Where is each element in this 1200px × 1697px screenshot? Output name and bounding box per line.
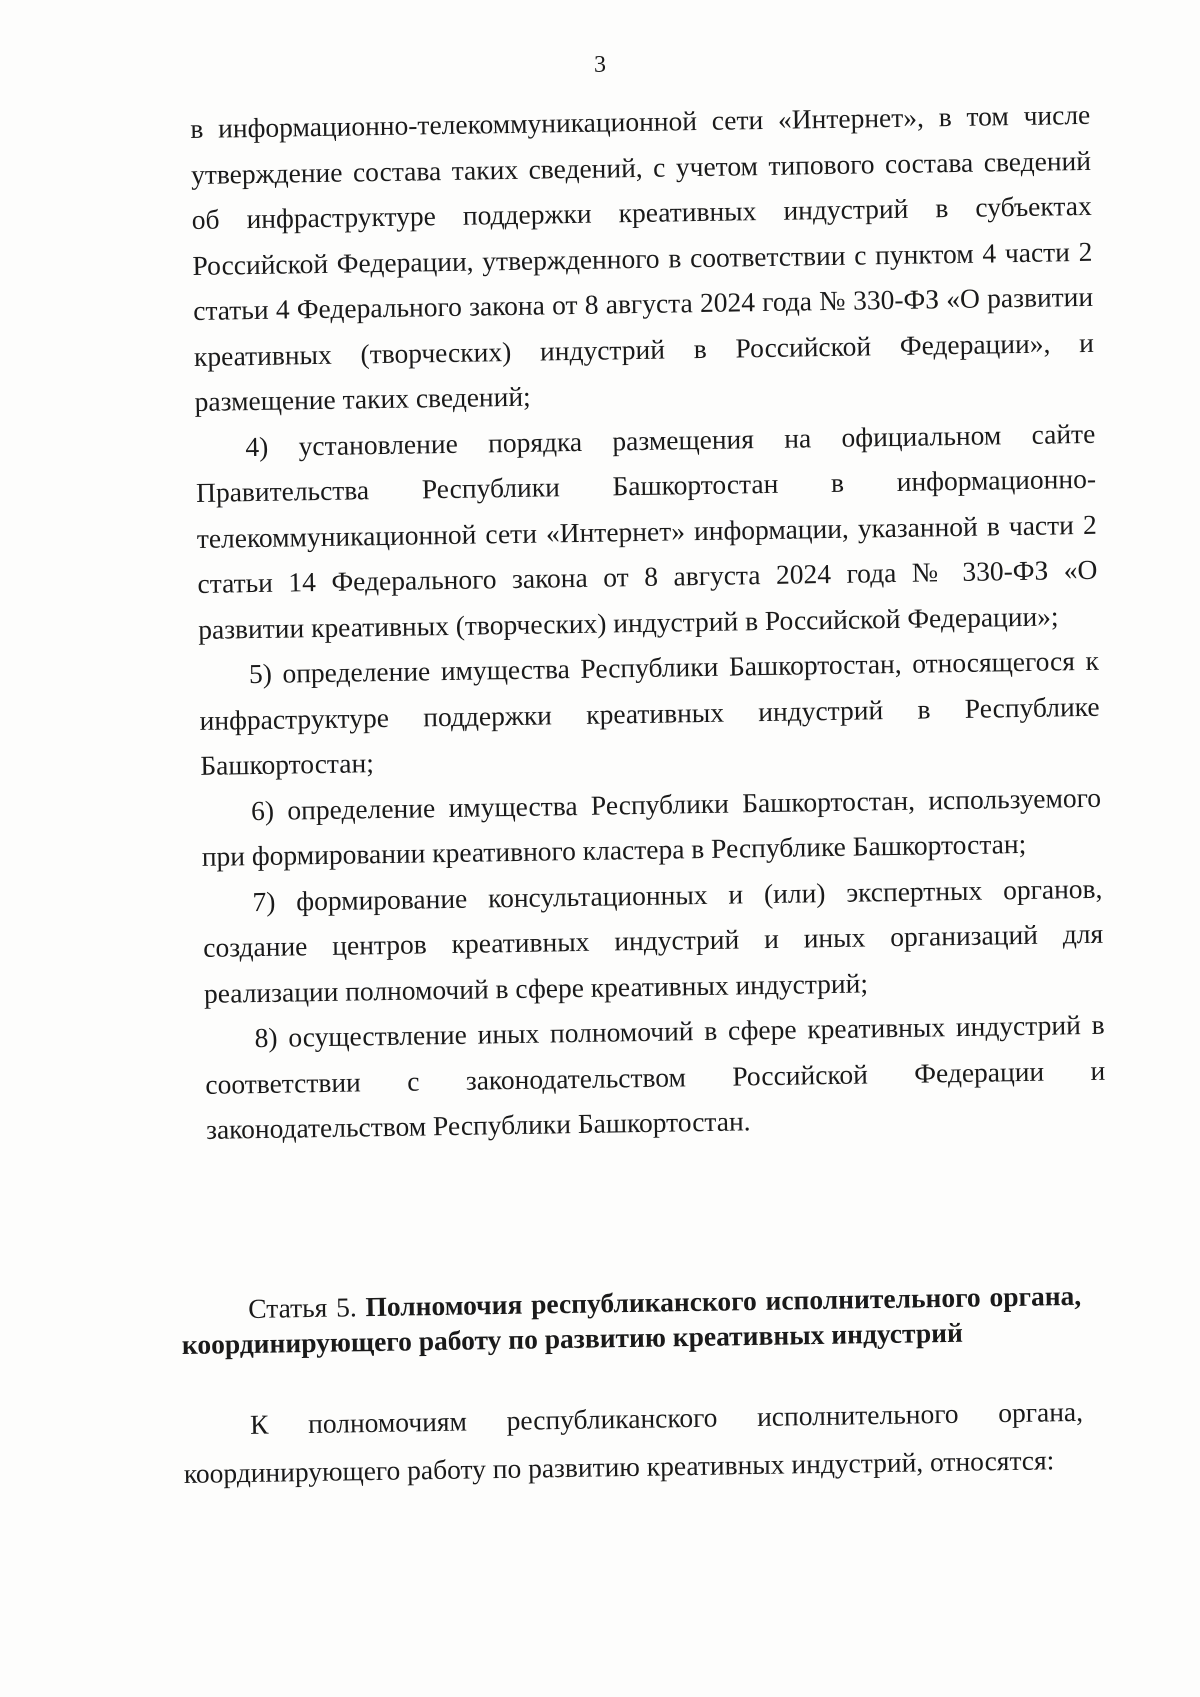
article-label: Статья 5. — [248, 1291, 366, 1324]
paragraph-item-4: 4) установление порядка размещения на официальном сайте Правительства Республики Башкортостан в информационно-телекоммуникационной сети «Интернет» информации, указанной в части 2 статьи 14 Федерального закона от 8 августа 2024 года № 330-ФЗ «О развитии креативных (творческих) индустрий в Российской Федерации»; — [195, 417, 1098, 645]
document-body — [190, 92, 1106, 1153]
article-heading — [181, 1278, 1082, 1362]
paragraph-item-8: 8) осуществление иных полномочий в сфере креативных индустрий в соответствии с законодательством Российской Федерации и законодательством Республики Башкортостан. — [205, 1008, 1106, 1145]
article-text: К полномочиям республиканского исполнительного органа, координирующего работу по развитию креативных индустрий, относятся: — [183, 1395, 1084, 1489]
article-title: Полномочия республиканского исполнительного органа, координирующего работу по развитию креативных индустрий — [181, 1279, 1082, 1360]
page-number: 3 — [594, 52, 606, 78]
paragraph-item-5: 5) определение имущества Республики Башкортостан, относящегося к инфраструктуре поддержки креативных индустрий в Республике Башкортостан; — [199, 644, 1100, 781]
paragraph-item-6: 6) определение имущества Республики Башкортостан, используемого при формировании креативного кластера в Республике Башкортостан; — [201, 781, 1102, 872]
paragraph-continuation: в информационно-телекоммуникационной сети «Интернет», в том числе утверждение состава таких сведений, с учетом типового состава сведений об инфраструктуре поддержки креативных индустрий в субъектах Российской Федерации, утвержденного в соответствии с пунктом 4 части 2 статьи 4 Федерального закона от 8 августа 2024 года № 330-ФЗ «О развитии креативных (творческих) индустрий в Российской Федерации», и размещение таких сведений; — [190, 98, 1095, 417]
paragraph-item-7: 7) формирование консультационных и (или) экспертных органов, создание центров креативных индустрий и иных организаций для реализации полномочий в сфере креативных индустрий; — [202, 872, 1104, 1009]
article-5 — [181, 1278, 1084, 1498]
